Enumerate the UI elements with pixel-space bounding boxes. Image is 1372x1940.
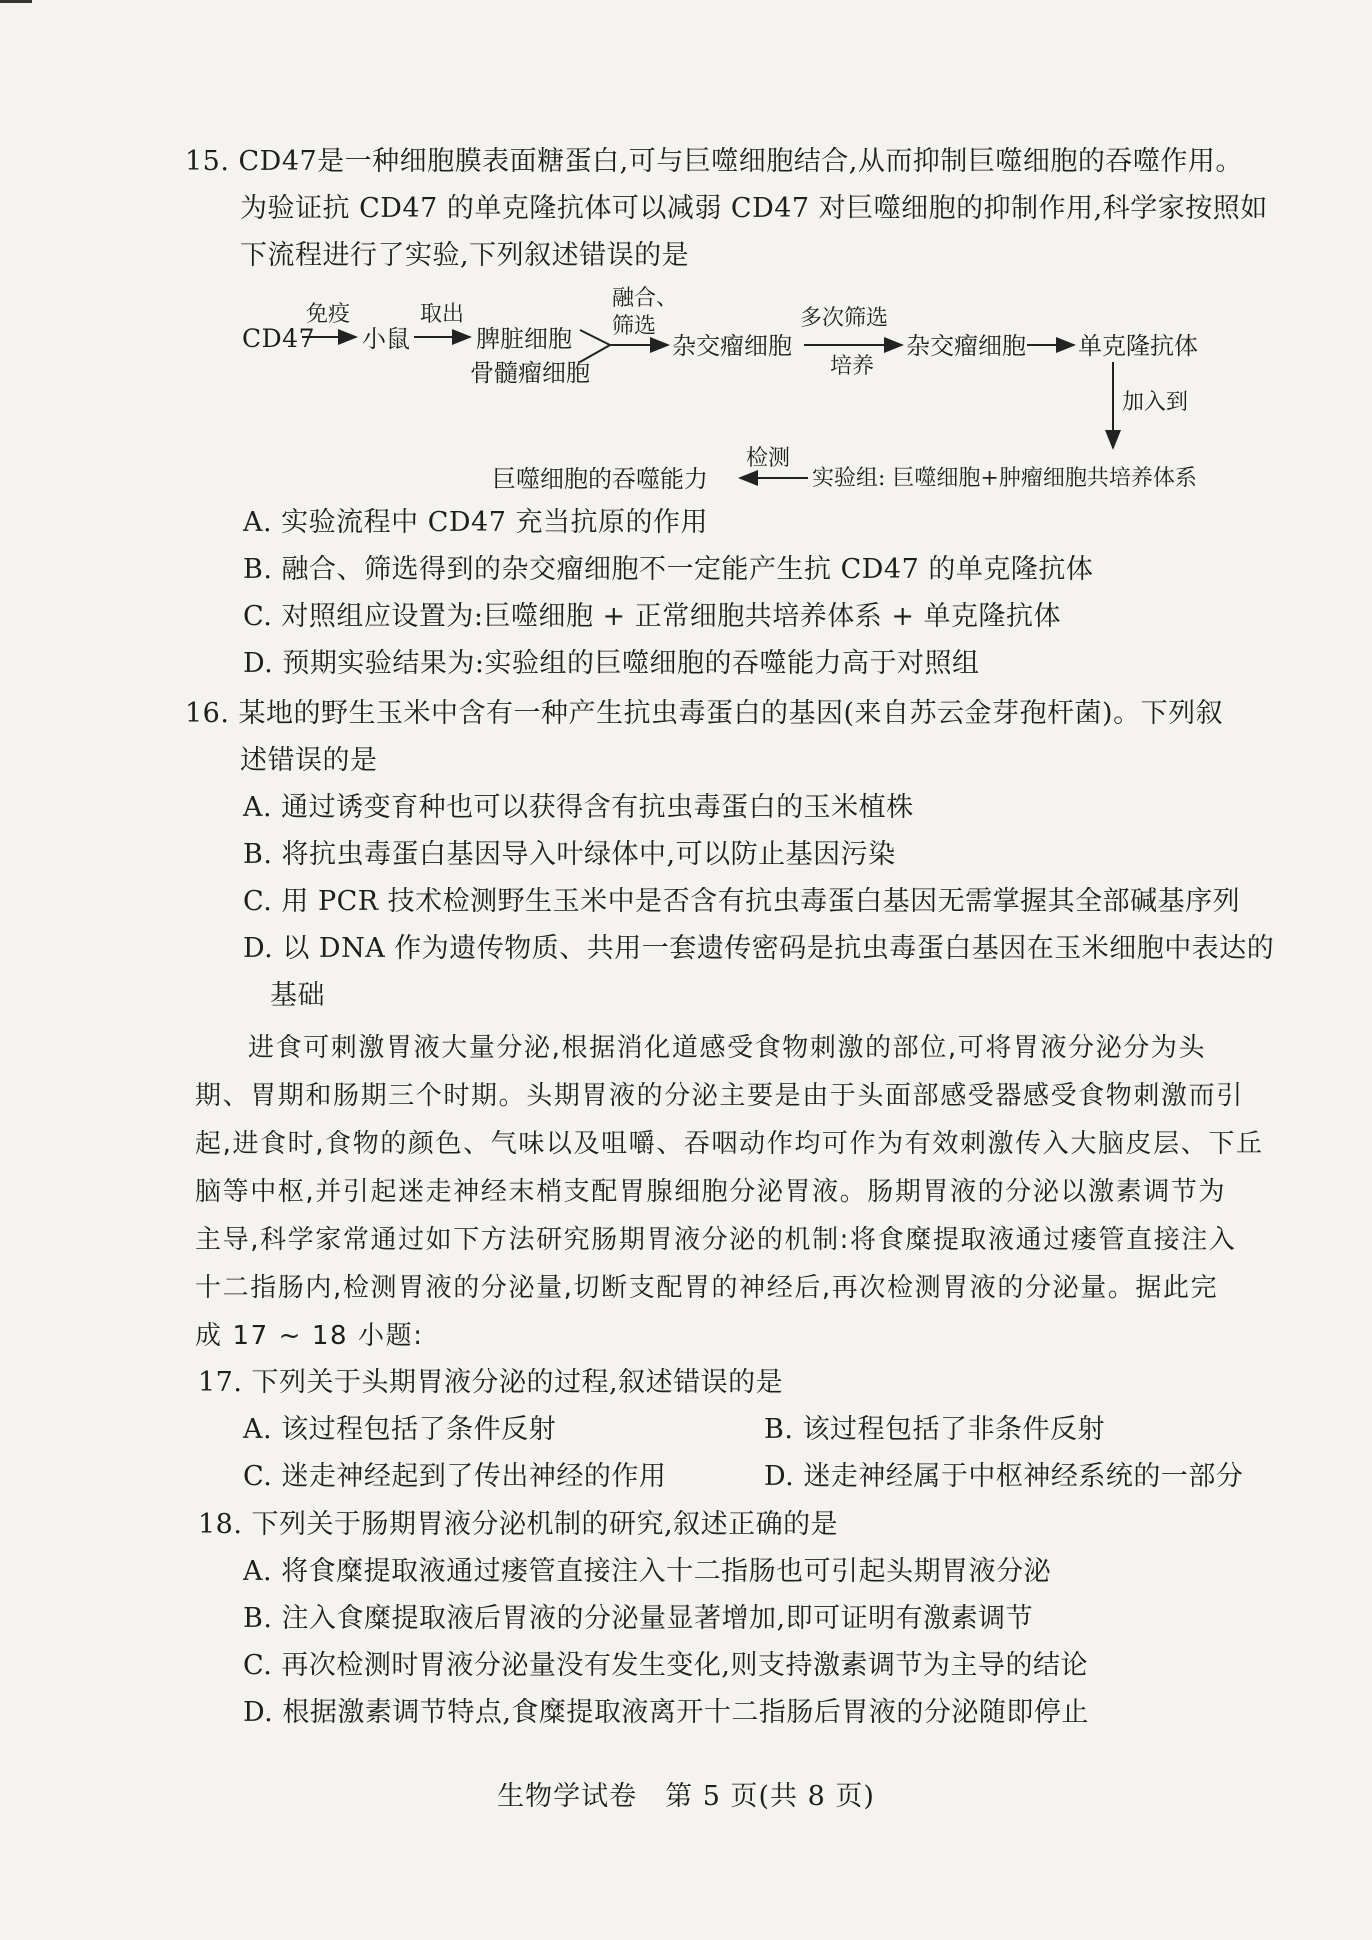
q15-option-c: C. 对照组应设置为:巨噬细胞 + 正常细胞共培养体系 + 单克隆抗体 xyxy=(243,601,1062,632)
passage-line-4: 脑等中枢,并引起迷走神经末梢支配胃腺细胞分泌胃液。肠期胃液的分泌以激素调节为 xyxy=(195,1177,1227,1207)
diagram-screen-label: 筛选 xyxy=(612,314,657,339)
diagram-culture-label: 培养 xyxy=(830,354,875,379)
passage-line-6: 十二指肠内,检测胃液的分泌量,切断支配胃的神经后,再次检测胃液的分泌量。据此完 xyxy=(195,1273,1219,1303)
diagram-immunize-label: 免疫 xyxy=(306,302,351,327)
passage-line-5: 主导,科学家常通过如下方法研究肠期胃液分泌的机制:将食糜提取液通过瘘管直接注入 xyxy=(195,1225,1237,1255)
q18-option-b: B. 注入食糜提取液后胃液的分泌量显著增加,即可证明有激素调节 xyxy=(243,1603,1034,1634)
q15-option-a: A. 实验流程中 CD47 充当抗原的作用 xyxy=(243,507,708,538)
diagram-fuse-label: 融合、 xyxy=(612,286,679,311)
diagram-mab: 单克隆抗体 xyxy=(1078,332,1198,360)
q17-option-d: D. 迷走神经属于中枢神经系统的一部分 xyxy=(764,1461,1244,1492)
q15-stem-line-1: 15. CD47是一种细胞膜表面糖蛋白,可与巨噬细胞结合,从而抑制巨噬细胞的吞噬作用。 xyxy=(185,146,1243,177)
q15-option-d: D. 预期实验结果为:实验组的巨噬细胞的吞噬能力高于对照组 xyxy=(243,648,980,679)
diagram-hybridoma-2: 杂交瘤细胞 xyxy=(906,332,1026,360)
q15-stem-line-2: 为验证抗 CD47 的单克隆抗体可以减弱 CD47 对巨噬细胞的抑制作用,科学家按照如 xyxy=(240,193,1268,224)
diagram-add-to-label: 加入到 xyxy=(1122,390,1189,415)
q16-option-d-cont: 基础 xyxy=(270,980,325,1011)
q16-stem-line-1: 16. 某地的野生玉米中含有一种产生抗虫毒蛋白的基因(来自苏云金芽孢杆菌)。下列叙 xyxy=(185,698,1224,729)
q15-stem-line-3: 下流程进行了实验,下列叙述错误的是 xyxy=(240,240,690,271)
q16-stem-line-2: 述错误的是 xyxy=(240,745,378,776)
q18-stem: 18. 下列关于肠期胃液分泌机制的研究,叙述正确的是 xyxy=(198,1509,839,1540)
q17-option-a: A. 该过程包括了条件反射 xyxy=(243,1414,557,1445)
q17-option-c: C. 迷走神经起到了传出神经的作用 xyxy=(243,1461,667,1492)
q18-option-c: C. 再次检测时胃液分泌量没有发生变化,则支持激素调节为主导的结论 xyxy=(243,1650,1088,1681)
passage-line-3: 起,进食时,食物的颜色、气味以及咀嚼、吞咽动作均可作为有效刺激传入大脑皮层、下丘 xyxy=(195,1129,1264,1159)
diagram-take-out-label: 取出 xyxy=(420,302,465,327)
diagram-experimental-group: 实验组: 巨噬细胞+肿瘤细胞共培养体系 xyxy=(812,466,1197,491)
diagram-detect-label: 检测 xyxy=(746,446,791,471)
passage-line-1: 进食可刺激胃液大量分泌,根据消化道感受食物刺激的部位,可将胃液分泌分为头 xyxy=(248,1033,1207,1063)
merge-bracket xyxy=(580,330,610,362)
q16-option-a: A. 通过诱变育种也可以获得含有抗虫毒蛋白的玉米植株 xyxy=(243,792,914,823)
diagram-spleen-cell: 脾脏细胞 xyxy=(476,325,572,353)
diagram-multi-screen-label: 多次筛选 xyxy=(800,306,889,331)
diagram-phagocytic-ability: 巨噬细胞的吞噬能力 xyxy=(492,465,708,493)
q16-option-d: D. 以 DNA 作为遗传物质、共用一套遗传密码是抗虫毒蛋白基因在玉米细胞中表达的 xyxy=(243,933,1275,964)
q17-option-b: B. 该过程包括了非条件反射 xyxy=(764,1414,1106,1445)
diagram-cd47: CD47 xyxy=(242,324,315,353)
page-footer: 生物学试卷 第 5 页(共 8 页) xyxy=(497,1781,875,1812)
diagram-hybridoma-1: 杂交瘤细胞 xyxy=(672,332,792,360)
passage-line-2: 期、胃期和肠期三个时期。头期胃液的分泌主要是由于头面部感受器感受食物刺激而引 xyxy=(195,1081,1244,1111)
q16-option-b: B. 将抗虫毒蛋白基因导入叶绿体中,可以防止基因污染 xyxy=(243,839,896,870)
q18-option-a: A. 将食糜提取液通过瘘管直接注入十二指肠也可引起头期胃液分泌 xyxy=(243,1556,1052,1587)
q15-option-b: B. 融合、筛选得到的杂交瘤细胞不一定能产生抗 CD47 的单克隆抗体 xyxy=(243,554,1094,585)
passage-line-7: 成 17 ~ 18 小题: xyxy=(195,1321,424,1351)
q16-option-c: C. 用 PCR 技术检测野生玉米中是否含有抗虫毒蛋白基因无需掌握其全部碱基序列 xyxy=(243,886,1241,917)
q18-option-d: D. 根据激素调节特点,食糜提取液离开十二指肠后胃液的分泌随即停止 xyxy=(243,1697,1089,1728)
diagram-mouse: 小鼠 xyxy=(362,325,410,353)
q17-stem: 17. 下列关于头期胃液分泌的过程,叙述错误的是 xyxy=(198,1367,784,1398)
diagram-myeloma-cell: 骨髓瘤细胞 xyxy=(470,359,590,387)
